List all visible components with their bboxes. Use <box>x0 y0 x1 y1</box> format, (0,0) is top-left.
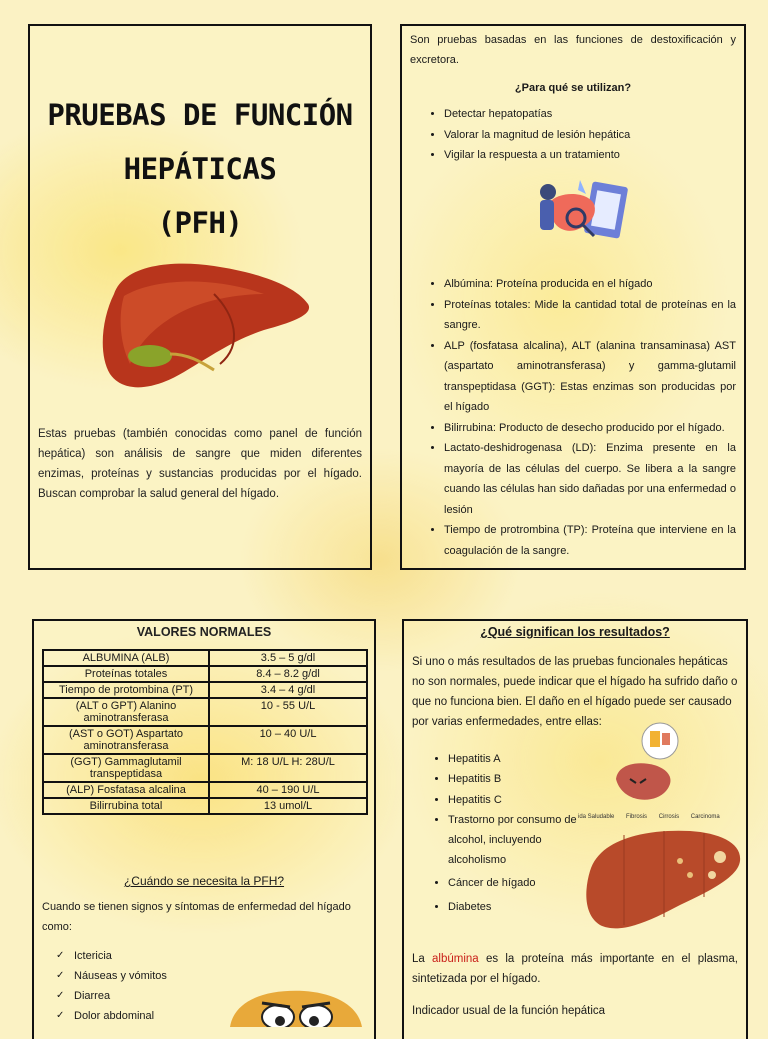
list-item: • ALP (fosfatasa alcalina), ALT (alanina transaminasa) AST (aspartato aminotransferasa) y gamma-glutamil transpeptidasa (GGT): Estas enzimas son producidas por el hígado <box>444 336 736 418</box>
stage-label: Fibrosis <box>626 814 648 820</box>
values-title: VALORES NORMALES <box>136 625 272 639</box>
list-item: • Hepatitis B <box>448 769 598 789</box>
list-item: • Valorar la magnitud de lesión hepática <box>444 125 736 146</box>
title-line-2: HEPÁTICAS <box>123 152 277 186</box>
table-cell: 10 - 55 U/L <box>209 698 367 726</box>
table-row <box>43 754 367 782</box>
diseases-list <box>430 749 598 917</box>
table-cell: (GGT) Gammaglutamil transpeptidasa <box>43 754 209 782</box>
values-panel <box>32 619 376 1039</box>
when-text: Cuando se tienen signos y síntomas de enfermedad del hígado como: <box>42 901 351 933</box>
table-row <box>43 682 367 698</box>
cover-panel <box>28 24 372 570</box>
uses-list <box>426 104 736 166</box>
list-item: ✓ Diarrea <box>74 986 167 1006</box>
liver-disease-stages-illustration <box>580 821 744 935</box>
list-item: • Vigilar la respuesta a un tratamiento <box>444 145 736 166</box>
list-item: • Hepatitis C <box>448 790 598 810</box>
doctor-clipboard-illustration <box>528 176 634 258</box>
stage-label: ida Saludable <box>578 814 615 820</box>
table-row <box>43 666 367 682</box>
table-row <box>43 782 367 798</box>
stage-label: Carcinoma <box>690 814 720 820</box>
table-cell: (ALP) Fosfatasa alcalina <box>43 782 209 798</box>
drinking-liver-cartoon <box>610 721 690 805</box>
table-cell: Proteínas totales <box>43 666 209 682</box>
table-cell: 3.4 – 4 g/dl <box>209 682 367 698</box>
list-item: • Bilirrubina: Producto de desecho producido por el hígado. <box>444 418 736 439</box>
list-item: ✓ Ictericia <box>74 946 167 966</box>
when-title: ¿Cuándo se necesita la PFH? <box>123 874 285 888</box>
uses-intro <box>410 30 736 98</box>
uses-intro-text: Son pruebas basadas en las funciones de destoxificación y excretora. <box>410 34 736 66</box>
results-intro: Si uno o más resultados de las pruebas funcionales hepáticas no son normales, puede indicar que el hígado ha sufrido daño o que no funciona bien. El daño en el hígado puede ser causado por varias enfermedades, entre ellas: <box>412 656 738 728</box>
indicator-text: Indicador usual de la función hepática <box>412 1005 606 1017</box>
list-item: • Diabetes <box>448 897 598 917</box>
table-cell: M: 18 U/L H: 28U/L <box>209 754 367 782</box>
albumin-text <box>412 949 738 989</box>
table-row <box>43 650 367 666</box>
list-item: • Tiempo de protrombina (TP): Proteína que interviene en la coagulación de la sangre. <box>444 520 736 561</box>
albumin-highlight: albúmina <box>432 953 479 965</box>
list-item: • Albúmina: Proteína producida en el hígado <box>444 274 736 295</box>
page-title <box>30 88 370 250</box>
table-cell: Tiempo de protombina (PT) <box>43 682 209 698</box>
symptoms-list <box>52 946 167 1026</box>
uses-panel <box>400 24 746 570</box>
list-item: • Detectar hepatopatías <box>444 104 736 125</box>
results-title: ¿Qué significan los resultados? <box>480 625 670 639</box>
title-line-1: PRUEBAS DE FUNCIÓN <box>47 98 353 132</box>
list-item: • Lactato-deshidrogenasa (LD): Enzima presente en la mayoría de las células del cuerpo. Se libera a la sangre cuando las células han sido dañadas por una enfermedad o lesión <box>444 438 736 520</box>
list-item: • Cáncer de hígado <box>448 873 598 893</box>
table-cell: 40 – 190 U/L <box>209 782 367 798</box>
liver-illustration <box>94 254 314 398</box>
list-item: • Proteínas totales: Mide la cantidad total de proteínas en la sangre. <box>444 295 736 336</box>
values-table <box>42 649 368 815</box>
liver-stages-labels <box>578 814 730 820</box>
albumin-pre: La <box>412 953 433 965</box>
albumin-post: es la proteína más importante en el plasma, sintetizada por el hígado. <box>412 953 738 985</box>
results-panel <box>402 619 748 1039</box>
sick-liver-cartoon <box>224 981 364 1027</box>
table-cell: 13 umol/L <box>209 798 367 814</box>
table-cell: ALBUMINA (ALB) <box>43 650 209 666</box>
table-cell: 3.5 – 5 g/dl <box>209 650 367 666</box>
list-item: ✓ Dolor abdominal <box>74 1006 167 1026</box>
stage-label: Cirrosis <box>658 814 680 820</box>
cover-intro: Estas pruebas (también conocidas como panel de función hepática) son análisis de sangre que miden diferentes enzimas, proteínas y sustancias producidas por el hígado. Buscan comprobar la salud general del hígado. <box>38 428 362 500</box>
table-row <box>43 698 367 726</box>
table-cell: (ALT o GPT) Alanino aminotransferasa <box>43 698 209 726</box>
tests-list <box>426 274 736 561</box>
list-item: • Trastorno por consumo de alcohol, incluyendo alcoholismo <box>448 810 598 871</box>
title-line-3: (PFH) <box>157 206 243 240</box>
table-row <box>43 726 367 754</box>
table-cell: (AST o GOT) Aspartato aminotransferasa <box>43 726 209 754</box>
table-row <box>43 798 367 814</box>
table-cell: 8.4 – 8.2 g/dl <box>209 666 367 682</box>
list-item: ✓ Náuseas y vómitos <box>74 966 167 986</box>
uses-question: ¿Para qué se utilizan? <box>514 82 632 94</box>
table-cell: Bilirrubina total <box>43 798 209 814</box>
table-cell: 10 – 40 U/L <box>209 726 367 754</box>
list-item: • Hepatitis A <box>448 749 598 769</box>
